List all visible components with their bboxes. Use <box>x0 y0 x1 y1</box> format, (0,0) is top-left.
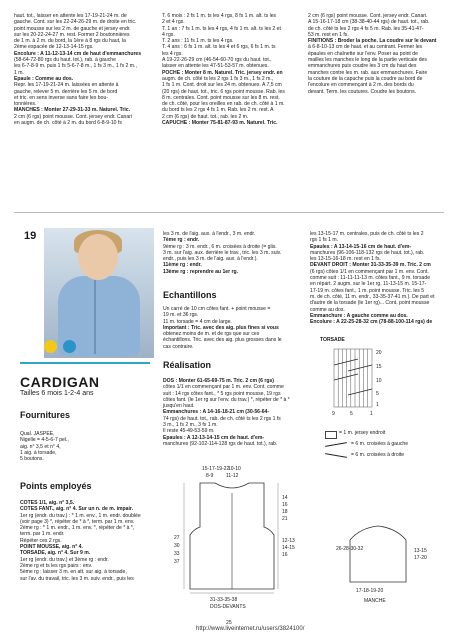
child-photo <box>44 228 154 358</box>
text-line: POCHE : Monter 8 m. Naturel. Tric. jersey endr. en <box>162 69 283 76</box>
text-line: 2 cm (6 rgs) de haut. tot., rab. les 2 m. <box>162 113 249 120</box>
text-line: comme suit : 11-11-11-13 m. côtes fant., 9 m. torsade <box>310 275 431 282</box>
mid-text-col3 <box>310 231 448 325</box>
text-line: MANCHES : Monter 27-29-31-33 m. Naturel. Tric. <box>14 107 131 114</box>
text-line: T. 6 mois : 2 fs 1 m. ts les 4 rgs, 8 fs 1 m. alt. ts les <box>162 13 277 19</box>
text-line: T. 1 an : 7 fs 1 m. ts les 4 rgs, 4 fs 1 m. alt. ts les 2 et <box>162 25 281 32</box>
dim-label: MANCHE <box>364 598 386 604</box>
text-line: 17-19 m. côtes fant., 1 m. point mousse. Tric. les 5 <box>310 287 425 294</box>
text-line: côtes fant. (le 1er rg sur l'env. du trav.) *, répéter de * à * <box>163 396 290 403</box>
top-text-col3 <box>308 13 446 95</box>
text-line: Epaule : Comme au dos. <box>14 75 74 82</box>
text-line: à 6-8-10-13 cm de haut. et au centrant. Fermer les <box>308 44 423 51</box>
text-line: 5 boutons. <box>20 456 44 463</box>
text-line: 74 rgs) de haut. tot., rab. de ch. côté ts les 2 rgs 1 fs <box>163 415 281 422</box>
top-text-col2 <box>162 13 298 126</box>
dim-label: DOS-DEVANTS <box>210 604 246 610</box>
text-line: TORSADE, aig. n° 4. Sur 9 m. <box>20 550 91 557</box>
dim-label: 37 <box>174 559 180 565</box>
text-line: 2 cm (6 rgs) point mousse. Cont. jersey endr. Canari. <box>308 13 428 19</box>
legend-swatch-cross-left <box>325 442 347 447</box>
text-line: 2 cm (6 rgs) point mousse. Cont. jersey endr. Canari <box>14 113 133 120</box>
dim-label: 14-15 <box>282 545 295 551</box>
dim-label: 21 <box>282 516 288 522</box>
text-line: 2ème rg : * 1 m. endr., 1 m. env. *, répéter de * à *, <box>20 525 135 532</box>
dim-label: 16 <box>282 552 288 558</box>
text-line: 1 aig. à torsade, <box>20 449 57 456</box>
points-list <box>20 500 160 582</box>
text-line: 8 m. centrales. Cont. point mousse sur les 8 m. rest. <box>162 94 280 101</box>
text-line: suit : 14 rgs côtes fant., * 5 rgs point mousse, 19 rgs <box>163 390 281 397</box>
legend-label: = 6 m. croisées à gauche <box>351 441 409 447</box>
text-line: (58-64-72-80 rgs du haut. tot.), rab. à gauche <box>14 57 116 64</box>
text-line: 19 m. et 36 rgs. <box>163 312 199 319</box>
text-line: 7ème rg : endr. <box>163 237 200 244</box>
text-line: 9ème rg : 3 m. endr., 6 m. croisées à droite (= glis. <box>163 243 277 250</box>
text-line: 1 m. <box>14 69 24 76</box>
realisation-text <box>163 378 303 447</box>
text-line: 1er rg (endr. du trav.) et 3ème rg : endr. <box>20 556 109 563</box>
text-line: de ch. côté, pour les oreilles en rab. de ch. côté à 1 m. <box>162 101 285 108</box>
legend-swatch-jersey <box>325 431 337 439</box>
manche-schematic <box>330 510 454 610</box>
text-line: Important : Tric. avec des aig. plus fines si vous <box>163 324 279 331</box>
text-line: augm. de ch. côté ts les 2 rgs 1 fs 3 m., 1 fs 2 m., <box>162 75 274 82</box>
page-title: CARDIGAN <box>20 374 100 390</box>
scale-label: 10 <box>376 378 382 384</box>
text-line: m. de ch. côté, 11 m. endr., 33-35-37-41 m.). De part et <box>310 293 435 300</box>
scale-label: 20 <box>376 350 382 356</box>
yarn-ball-icon <box>44 340 57 353</box>
text-line: Nigelle = 4-5-6-7 pel., <box>20 437 69 444</box>
dos-devants-schematic <box>170 465 330 610</box>
text-line: DEVANT DROIT : Monter 31-33-35-39 m. Tric. 2 cm <box>310 262 431 269</box>
text-line: échantillons. Tric. avec des aig. plus grosses dans le <box>163 337 282 344</box>
text-line: les 3 m. de l'aig. aux. à l'endr., 3 m. endr. <box>163 231 256 237</box>
text-line: les 13-15-17 m. centrales, puis de ch. côté ts les 2 <box>310 231 424 237</box>
text-line: laisser en attente les 47-51-53-57 m. obtenues. <box>162 63 269 70</box>
text-line: côtes 1/1 en commençant par 1 m. env. Cont. comme <box>163 384 284 391</box>
text-line: les 13-15-16-18 m. rest en 1 fs. <box>310 256 381 263</box>
text-line: 13ème rg : reprendre au 1er rg. <box>163 268 239 275</box>
text-line: manchures (92-102-114-128 rgs de haut. tot.), rab. <box>163 440 278 447</box>
text-line: 2 et 4 rgs. <box>162 19 185 26</box>
section-heading-realisation: Réalisation <box>163 360 212 370</box>
text-line: obtenez moins de m. et de rgs que sur ces <box>163 331 260 338</box>
text-line: (voir page 3) *, répéter de * à *, term. par 1 m. env. <box>20 518 135 525</box>
dim-label: 15-17-19-22 <box>202 466 230 472</box>
dim-label: 27 <box>174 535 180 541</box>
text-line: devant. Term. les coutures. Coudre les boutons. <box>308 88 417 95</box>
cardigan-placket <box>94 280 96 354</box>
section-divider <box>14 212 444 213</box>
dim-label: 13-15 <box>414 548 427 554</box>
text-line: Répéter ces 2 rgs. <box>20 537 62 544</box>
text-line: 3 m., 1 fs 2 m., 3 fs 1 m. <box>163 422 218 429</box>
text-line: sur l'av. du travail, tric. les 3 m. suiv. endr., puis les <box>20 575 134 582</box>
col-label: 1 <box>370 411 373 417</box>
section-heading-points: Points employés <box>20 481 92 491</box>
legend-label: = 1 m. jersey endroit <box>339 430 386 436</box>
echantillons-text <box>163 306 303 350</box>
text-line: Encolure : A 22-25-28-32 cm (78-88-100-114 rgs) de <box>310 319 433 326</box>
dim-label: 18 <box>282 509 288 515</box>
col-label: 9 <box>332 411 335 417</box>
text-line: de ch. côté ts les 2 rgs 4 fs 5 m. Rab. les 35-41-47- <box>308 25 424 32</box>
text-line: Emmanchures : A 14-16-18-21 cm (30-56-64- <box>163 409 270 416</box>
dim-label: 17-18-19-20 <box>356 588 384 594</box>
text-line: haut. tot., laisser en attente les 17-19-21-24 m. de <box>14 13 127 19</box>
text-line: (6 rgs) côtes 1/1 en commençant par 1 m. env. Cont. <box>310 268 429 275</box>
text-line: Un carré de 10 cm côtes fant. + point mousse = <box>163 306 271 312</box>
legend-swatch-cross-right <box>325 453 347 458</box>
text-line: T. 4 ans : 6 fs 1 m. alt. ts les 4 et 6 rgs, 6 fs 1 m. ts <box>162 44 276 51</box>
dim-label: 30 <box>174 543 180 549</box>
dim-label: 26-28-30-32 <box>336 546 364 552</box>
text-line: 2ème espacée de 12-13-14-15 rgs. <box>14 44 94 51</box>
text-line: A 15-16-17-18 cm (38-38-40-44 rgs) de haut. tot., rab. <box>308 19 430 26</box>
text-line: aig. n° 3,5 et n° 4, <box>20 443 61 450</box>
top-text-col1 <box>14 13 152 126</box>
text-line: Il reste 45-49-53-59 m. <box>163 428 215 435</box>
text-line: la couture de la capuche puis la coudre au bord de <box>308 75 423 82</box>
legend <box>325 430 450 463</box>
text-line: 1 fs 1 m. Cont. droit sur les 24 m. obtenues. A 7,5 cm <box>162 82 282 89</box>
dim-label: 10-10 <box>228 466 241 472</box>
text-line: Epaules : A 12-13-14-15 cm de haut. d'em- <box>163 434 265 441</box>
text-line: emmanchures puis coudre les 3 cm du haut des <box>308 63 417 70</box>
text-line: mailles les manches le long de la partie verticale des <box>308 57 427 64</box>
dim-label: 31-33-35-38 <box>210 597 238 603</box>
text-line: DOS : Monter 61-65-69-75 m. Tric. 2 cm (6 rgs) <box>163 378 274 384</box>
text-line: 3 m. sur l'aig. aux. derrière le trav., tric. les 3 m. suiv. <box>163 249 282 256</box>
text-line: de 1 m. à 2 m. du bord, la 1ère à 8 rgs du haut, la <box>14 38 126 45</box>
text-line: sur les 20-22-24-27 m. rest. Former 2 boutonnières <box>14 31 130 38</box>
text-line: et tric. en sens inverse sans faire les bou- <box>14 94 108 101</box>
text-line: cas contraire. <box>163 343 194 350</box>
dim-label: 33 <box>174 551 180 557</box>
text-line: A 19-22-26-29 cm (46-54-60-70 rgs du haut. tot., <box>162 57 272 64</box>
text-line: manches contre les m. rab. aux emmanchures. Faire <box>308 69 428 76</box>
text-line: 4 rgs. <box>162 31 175 38</box>
text-line: du bord ts les 2 rgs 4 fs 1 m. Rab. les 2 m. rest. A <box>162 107 274 114</box>
scale-label: 1 <box>376 402 379 408</box>
text-line: Emmanchure : A gauche comme au dos. <box>310 312 408 319</box>
text-line: COTES 1/1, aig. n° 3,5. <box>20 500 75 506</box>
scale-label: 5 <box>376 391 379 397</box>
legend-label: = 6 m. croisées à droite <box>351 452 405 458</box>
dim-label: 16 <box>282 502 288 508</box>
section-heading-fournitures: Fournitures <box>20 410 71 420</box>
text-line: comme au dos. <box>310 306 345 313</box>
text-line: jusqu'en haut. <box>163 403 195 410</box>
torsade-grid <box>310 345 455 425</box>
text-line: les 6-7-8-9 m. puis 1 fs 5-6-7-8 m., 1 fs 3 m., 1 fs 2 m., <box>14 63 137 70</box>
text-line: manchures (96-106-118-132 rgs de haut. tot.), rab. <box>310 249 425 256</box>
text-line: 5ème rg : laisser 3 m. en att. sur aig. à torsade, <box>20 569 127 576</box>
text-line: Encolure : A 11-12-13-14 cm de haut d'emmanchures <box>14 50 142 57</box>
torsade-title: TORSADE <box>320 337 345 343</box>
text-line: 11ème rg : endr. <box>163 262 202 269</box>
text-line: gauche. Cont. sur les 22-24-26-29 m. de droite en tric. <box>14 19 137 26</box>
dim-label: 11-12 <box>226 473 239 479</box>
dim-label: 8-9 <box>206 473 214 479</box>
text-line: 11 m. torsade = 4 cm de large. <box>163 318 232 325</box>
text-line: (20 rgs) de haut. tot., tric. 6 rgs point mousse. Rab. les <box>162 88 285 95</box>
text-line: en répart. 2 augm. sur le 1er rg, 11-13-15 m. 15-17- <box>310 281 427 288</box>
text-line: 53 m. rest en 1 fs. <box>308 31 349 38</box>
footer-url: http://www.liveinternet.ru/users/3824100/ <box>196 626 305 632</box>
text-line: d'autre de la torsade (le 1er rg)... Cont. point mousse <box>310 300 430 307</box>
text-line: COTES FANT., aig. n° 4. Sur un n. de m. impair. <box>20 506 133 513</box>
page-number: 25 <box>226 620 232 626</box>
col-label: 5 <box>350 411 353 417</box>
text-line: rgs 1 fs 1 m. <box>310 237 339 244</box>
text-line: les 4 rgs. <box>162 50 183 57</box>
text-line: épaules en chaînette sur l'env. Poser au point de <box>308 50 418 57</box>
text-line: CAPUCHE : Monter 75-81-87-93 m. Naturel. Tric. <box>162 120 278 127</box>
text-line: en augm. de ch. côté à 2 m. du bord 6-8-9-10 fs <box>14 120 122 127</box>
dim-label: 12-13 <box>282 538 295 544</box>
text-line: tonnières. <box>14 101 37 108</box>
needles-icon <box>63 340 76 353</box>
text-line: term. par 1 m. endr. <box>20 531 65 538</box>
text-line: FINITIONS : Broder la poche. La coudre sur le devant <box>308 38 437 45</box>
fournitures-list <box>20 431 140 462</box>
head-shape <box>78 234 118 280</box>
text-line: Qual. JASPEE, <box>20 431 55 437</box>
sizes-line: Tailles 6 mois 1-2-4 ans <box>20 390 94 397</box>
text-line: gauche, relever 5 m. derrière les 5 m. de bord <box>14 88 118 95</box>
scale-label: 15 <box>376 364 382 370</box>
text-line: 2ème rg et ts les rgs pairs : env. <box>20 562 93 569</box>
section-heading-echantillons: Echantillons <box>163 290 217 300</box>
dim-label: 14 <box>282 495 288 501</box>
text-line: Repr. les 17-19-21-24 m. laissées en attente à <box>14 82 119 89</box>
mid-text-col1 <box>163 231 303 275</box>
text-line: POINT MOUSSE, aig. n° 4. <box>20 544 83 551</box>
dim-label: 17-20 <box>414 555 427 561</box>
text-line: T. 2 ans : 11 fs 1 m. ts les 4 rgs. <box>162 38 234 45</box>
text-line: Epaules : A 13-14-15-16 cm de haut. d'em- <box>310 243 412 250</box>
text-line: l'encolure en commençant à 2 m. des bords du <box>308 82 414 89</box>
pattern-number: 19 <box>24 230 37 242</box>
text-line: 1er rg (endr. du trav.) : * 1 m. env., 1 m. endr. doublée <box>20 512 141 519</box>
title-underline <box>20 362 150 364</box>
text-line: endr., puis les 3 m. de l'aig. aux. à l'endr.). <box>163 256 258 263</box>
text-line: point mousse sur les 2 m. de gauche et jersey endr. <box>14 25 131 32</box>
